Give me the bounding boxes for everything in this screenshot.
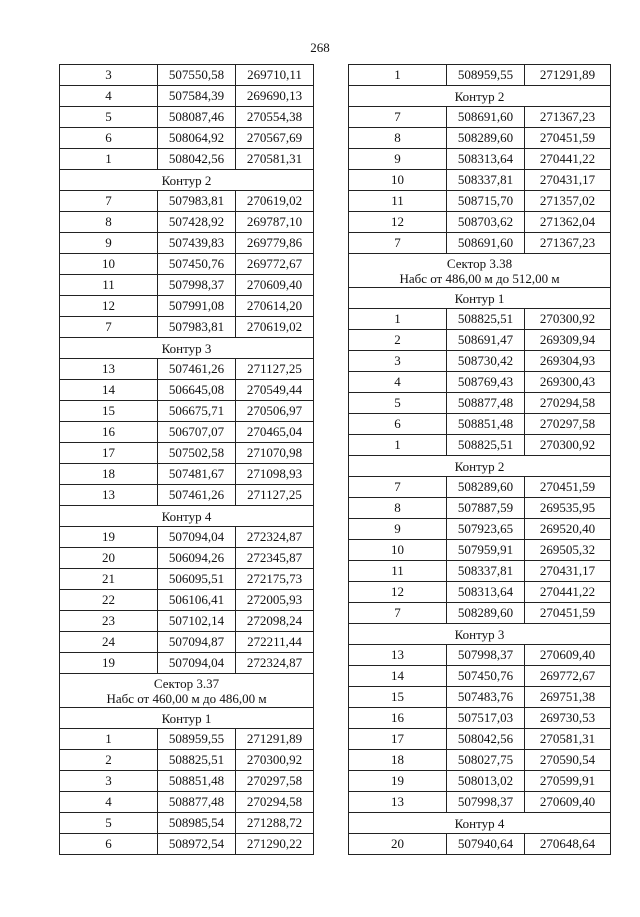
section-title-line: Контур 1 (161, 710, 212, 726)
point-row (349, 191, 611, 212)
point-number: 15 (349, 687, 447, 708)
coord-y: 270590,54 (525, 750, 611, 771)
point-row (60, 317, 314, 338)
coord-x: 508985,54 (158, 813, 236, 834)
coord-x: 508313,64 (447, 582, 525, 603)
coord-x: 508877,48 (447, 393, 525, 414)
point-number: 19 (60, 527, 158, 548)
point-row (349, 128, 611, 149)
point-row (60, 233, 314, 254)
coord-y: 269730,53 (525, 708, 611, 729)
section-header-row (349, 456, 611, 477)
coord-x: 507461,26 (158, 359, 236, 380)
point-number: 3 (60, 771, 158, 792)
point-row (60, 191, 314, 212)
coord-y: 272324,87 (236, 527, 314, 548)
point-row (349, 393, 611, 414)
point-number: 1 (349, 65, 447, 86)
point-number: 7 (349, 477, 447, 498)
point-number: 2 (349, 330, 447, 351)
section-title-line: Набс от 460,00 м до 486,00 м (106, 690, 267, 706)
point-number: 22 (60, 590, 158, 611)
point-number: 6 (60, 128, 158, 149)
point-row (60, 443, 314, 464)
coord-x: 508087,46 (158, 107, 236, 128)
coord-x: 508825,51 (158, 750, 236, 771)
point-number: 1 (60, 729, 158, 750)
section-header-row (60, 338, 314, 359)
coord-y: 270451,59 (525, 603, 611, 624)
point-row (349, 561, 611, 582)
coord-y: 270549,44 (236, 380, 314, 401)
coord-x: 508959,55 (447, 65, 525, 86)
point-row (349, 372, 611, 393)
coord-y: 270581,31 (525, 729, 611, 750)
point-number: 2 (60, 750, 158, 771)
point-row (60, 632, 314, 653)
coord-x: 507959,91 (447, 540, 525, 561)
point-number: 3 (60, 65, 158, 86)
point-row (349, 107, 611, 128)
point-number: 6 (60, 834, 158, 855)
coord-x: 508027,75 (447, 750, 525, 771)
point-number: 13 (349, 645, 447, 666)
point-row (349, 666, 611, 687)
coord-x: 506095,51 (158, 569, 236, 590)
point-number: 21 (60, 569, 158, 590)
point-row (60, 548, 314, 569)
coord-y: 271357,02 (525, 191, 611, 212)
point-number: 7 (349, 603, 447, 624)
point-row (60, 107, 314, 128)
coord-x: 508691,60 (447, 107, 525, 128)
point-row (60, 401, 314, 422)
coord-y: 270614,20 (236, 296, 314, 317)
point-number: 14 (60, 380, 158, 401)
coord-y: 269779,86 (236, 233, 314, 254)
coord-x: 507983,81 (158, 317, 236, 338)
coord-x: 508825,51 (447, 435, 525, 456)
point-number: 12 (349, 582, 447, 603)
point-number: 4 (349, 372, 447, 393)
coord-y: 270554,38 (236, 107, 314, 128)
coord-y: 269304,93 (525, 351, 611, 372)
point-row (349, 582, 611, 603)
coord-x: 506675,71 (158, 401, 236, 422)
coord-y: 270567,69 (236, 128, 314, 149)
point-number: 4 (60, 86, 158, 107)
coord-x: 508313,64 (447, 149, 525, 170)
section-header-row (349, 624, 611, 645)
point-number: 20 (349, 834, 447, 855)
point-number: 10 (349, 540, 447, 561)
coord-x: 506707,07 (158, 422, 236, 443)
coord-x: 507483,76 (447, 687, 525, 708)
coord-x: 508289,60 (447, 128, 525, 149)
coord-x: 507094,04 (158, 653, 236, 674)
section-title (349, 254, 611, 288)
point-number: 19 (349, 771, 447, 792)
coord-x: 508042,56 (158, 149, 236, 170)
point-row (349, 330, 611, 351)
coord-x: 508730,42 (447, 351, 525, 372)
coord-y: 270300,92 (525, 309, 611, 330)
section-header-row (60, 708, 314, 729)
coord-x: 508825,51 (447, 309, 525, 330)
point-number: 7 (60, 317, 158, 338)
point-number: 5 (60, 107, 158, 128)
point-row (60, 65, 314, 86)
coord-x: 507584,39 (158, 86, 236, 107)
coord-y: 271367,23 (525, 233, 611, 254)
point-number: 1 (349, 435, 447, 456)
point-row (349, 792, 611, 813)
coord-x: 507923,65 (447, 519, 525, 540)
point-number: 11 (349, 191, 447, 212)
point-number: 12 (60, 296, 158, 317)
coord-y: 270300,92 (236, 750, 314, 771)
point-number: 18 (60, 464, 158, 485)
point-row (60, 792, 314, 813)
coord-x: 507502,58 (158, 443, 236, 464)
section-title-line: Контур 4 (161, 508, 212, 524)
point-number: 9 (349, 149, 447, 170)
point-row (349, 519, 611, 540)
coord-y: 270609,40 (525, 645, 611, 666)
coord-y: 269690,13 (236, 86, 314, 107)
coord-y: 271127,25 (236, 359, 314, 380)
point-number: 12 (349, 212, 447, 233)
coord-x: 507998,37 (447, 792, 525, 813)
point-row (60, 380, 314, 401)
point-number: 23 (60, 611, 158, 632)
point-row (349, 687, 611, 708)
coord-y: 270451,59 (525, 128, 611, 149)
coord-y: 272005,93 (236, 590, 314, 611)
section-title (60, 170, 314, 191)
section-header-row (60, 506, 314, 527)
coord-x: 507439,83 (158, 233, 236, 254)
point-row (349, 750, 611, 771)
coord-x: 507102,14 (158, 611, 236, 632)
point-row (60, 212, 314, 233)
coord-x: 507998,37 (447, 645, 525, 666)
coord-x: 507481,67 (158, 464, 236, 485)
point-row (60, 86, 314, 107)
coordinates-table-left (59, 64, 314, 855)
point-number: 9 (60, 233, 158, 254)
coord-x: 507887,59 (447, 498, 525, 519)
coord-x: 507983,81 (158, 191, 236, 212)
point-row (349, 65, 611, 86)
section-title-line: Контур 1 (454, 290, 505, 306)
section-title-line: Контур 2 (454, 458, 505, 474)
coord-y: 270441,22 (525, 149, 611, 170)
point-row (349, 149, 611, 170)
coord-y: 271127,25 (236, 485, 314, 506)
coord-y: 270506,97 (236, 401, 314, 422)
section-header-row (60, 170, 314, 191)
coord-y: 270619,02 (236, 191, 314, 212)
point-row (349, 477, 611, 498)
point-number: 13 (349, 792, 447, 813)
point-number: 10 (60, 254, 158, 275)
coord-y: 270581,31 (236, 149, 314, 170)
section-header-row (349, 288, 611, 309)
coord-y: 272324,87 (236, 653, 314, 674)
point-number: 13 (60, 485, 158, 506)
section-title (349, 624, 611, 645)
point-row (60, 771, 314, 792)
coord-x: 507428,92 (158, 212, 236, 233)
point-row (349, 435, 611, 456)
point-number: 17 (349, 729, 447, 750)
coord-y: 271367,23 (525, 107, 611, 128)
point-number: 7 (349, 107, 447, 128)
point-number: 11 (60, 275, 158, 296)
point-row (60, 275, 314, 296)
section-title (349, 456, 611, 477)
coord-y: 269520,40 (525, 519, 611, 540)
coord-y: 269309,94 (525, 330, 611, 351)
coord-x: 508289,60 (447, 603, 525, 624)
point-row (349, 645, 611, 666)
section-title-line: Контур 2 (161, 172, 212, 188)
coord-x: 508691,47 (447, 330, 525, 351)
coord-x: 507450,76 (158, 254, 236, 275)
coord-x: 508715,70 (447, 191, 525, 212)
point-number: 1 (349, 309, 447, 330)
coord-x: 508042,56 (447, 729, 525, 750)
coord-x: 507461,26 (158, 485, 236, 506)
section-title-line: Сектор 3.38 (446, 255, 513, 271)
coord-y: 269535,95 (525, 498, 611, 519)
point-row (349, 834, 611, 855)
coord-x: 507550,58 (158, 65, 236, 86)
point-number: 5 (349, 393, 447, 414)
point-row (349, 708, 611, 729)
coord-y: 270599,91 (525, 771, 611, 792)
coord-x: 507998,37 (158, 275, 236, 296)
point-number: 24 (60, 632, 158, 653)
section-header-row (349, 254, 611, 288)
point-number: 20 (60, 548, 158, 569)
coord-x: 506645,08 (158, 380, 236, 401)
point-number: 9 (349, 519, 447, 540)
coord-x: 508972,54 (158, 834, 236, 855)
coord-y: 269772,67 (236, 254, 314, 275)
point-row (60, 359, 314, 380)
point-row (60, 834, 314, 855)
coord-y: 272345,87 (236, 548, 314, 569)
coord-y: 270609,40 (236, 275, 314, 296)
coord-y: 271098,93 (236, 464, 314, 485)
coord-y: 270297,58 (525, 414, 611, 435)
point-row (60, 149, 314, 170)
coord-y: 271290,22 (236, 834, 314, 855)
coord-y: 269710,11 (236, 65, 314, 86)
coordinates-table-right (348, 64, 611, 855)
coord-x: 508064,92 (158, 128, 236, 149)
point-row (60, 128, 314, 149)
coord-x: 508289,60 (447, 477, 525, 498)
section-header-row (349, 86, 611, 107)
coord-y: 270294,58 (525, 393, 611, 414)
point-row (60, 813, 314, 834)
section-title (349, 288, 611, 309)
coord-y: 270609,40 (525, 792, 611, 813)
point-row (349, 309, 611, 330)
point-row (60, 254, 314, 275)
coord-x: 506094,26 (158, 548, 236, 569)
coord-y: 269772,67 (525, 666, 611, 687)
coord-x: 508337,81 (447, 170, 525, 191)
coord-y: 270294,58 (236, 792, 314, 813)
point-number: 6 (349, 414, 447, 435)
coord-x: 508691,60 (447, 233, 525, 254)
point-row (349, 414, 611, 435)
coord-y: 271362,04 (525, 212, 611, 233)
point-number: 10 (349, 170, 447, 191)
coord-x: 507517,03 (447, 708, 525, 729)
coord-y: 271291,89 (525, 65, 611, 86)
point-row (349, 233, 611, 254)
coord-y: 270451,59 (525, 477, 611, 498)
point-number: 11 (349, 561, 447, 582)
page-number: 268 (310, 40, 330, 55)
point-row (60, 653, 314, 674)
coord-y: 270619,02 (236, 317, 314, 338)
point-row (349, 351, 611, 372)
point-row (349, 603, 611, 624)
point-row (60, 527, 314, 548)
section-title (60, 674, 314, 708)
point-number: 14 (349, 666, 447, 687)
section-header-row (60, 674, 314, 708)
point-row (349, 170, 611, 191)
point-number: 5 (60, 813, 158, 834)
point-number: 7 (60, 191, 158, 212)
point-row (60, 611, 314, 632)
point-row (349, 771, 611, 792)
coord-x: 507094,04 (158, 527, 236, 548)
point-number: 3 (349, 351, 447, 372)
point-row (60, 729, 314, 750)
point-number: 8 (349, 128, 447, 149)
point-number: 15 (60, 401, 158, 422)
coord-x: 508851,48 (447, 414, 525, 435)
point-row (349, 212, 611, 233)
point-number: 16 (60, 422, 158, 443)
point-number: 19 (60, 653, 158, 674)
coord-y: 270431,17 (525, 170, 611, 191)
point-row (60, 590, 314, 611)
point-number: 7 (349, 233, 447, 254)
section-title-line: Контур 2 (454, 88, 505, 104)
section-title (349, 86, 611, 107)
coord-y: 269787,10 (236, 212, 314, 233)
point-row (60, 485, 314, 506)
point-number: 13 (60, 359, 158, 380)
section-title-line: Набс от 486,00 м до 512,00 м (399, 270, 560, 286)
point-row (60, 464, 314, 485)
coord-y: 271288,72 (236, 813, 314, 834)
section-title-line: Контур 4 (454, 815, 505, 831)
point-number: 18 (349, 750, 447, 771)
coord-y: 270431,17 (525, 561, 611, 582)
coord-x: 508013,02 (447, 771, 525, 792)
point-row (349, 498, 611, 519)
point-row (349, 729, 611, 750)
coord-x: 508769,43 (447, 372, 525, 393)
coord-y: 270648,64 (525, 834, 611, 855)
section-title-line: Сектор 3.37 (153, 675, 220, 691)
point-number: 4 (60, 792, 158, 813)
coord-y: 272098,24 (236, 611, 314, 632)
section-header-row (349, 813, 611, 834)
coord-y: 271070,98 (236, 443, 314, 464)
section-title (60, 708, 314, 729)
coord-x: 507991,08 (158, 296, 236, 317)
coord-x: 506106,41 (158, 590, 236, 611)
section-title (349, 813, 611, 834)
coord-x: 508959,55 (158, 729, 236, 750)
coord-y: 271291,89 (236, 729, 314, 750)
coord-y: 270300,92 (525, 435, 611, 456)
section-title (60, 506, 314, 527)
section-title-line: Контур 3 (161, 340, 212, 356)
coord-y: 269751,38 (525, 687, 611, 708)
coord-y: 272211,44 (236, 632, 314, 653)
coord-x: 508703,62 (447, 212, 525, 233)
section-title (60, 338, 314, 359)
coord-x: 508337,81 (447, 561, 525, 582)
coord-y: 270465,04 (236, 422, 314, 443)
point-number: 8 (349, 498, 447, 519)
point-number: 1 (60, 149, 158, 170)
point-number: 8 (60, 212, 158, 233)
point-row (349, 540, 611, 561)
coord-x: 507094,87 (158, 632, 236, 653)
point-number: 17 (60, 443, 158, 464)
coord-y: 269505,32 (525, 540, 611, 561)
coord-y: 270441,22 (525, 582, 611, 603)
coord-x: 508877,48 (158, 792, 236, 813)
point-row (60, 750, 314, 771)
coord-y: 269300,43 (525, 372, 611, 393)
coord-y: 270297,58 (236, 771, 314, 792)
coord-y: 272175,73 (236, 569, 314, 590)
point-row (60, 569, 314, 590)
point-row (60, 296, 314, 317)
point-row (60, 422, 314, 443)
section-title-line: Контур 3 (454, 626, 505, 642)
coord-x: 507940,64 (447, 834, 525, 855)
coord-x: 508851,48 (158, 771, 236, 792)
point-number: 16 (349, 708, 447, 729)
coord-x: 507450,76 (447, 666, 525, 687)
